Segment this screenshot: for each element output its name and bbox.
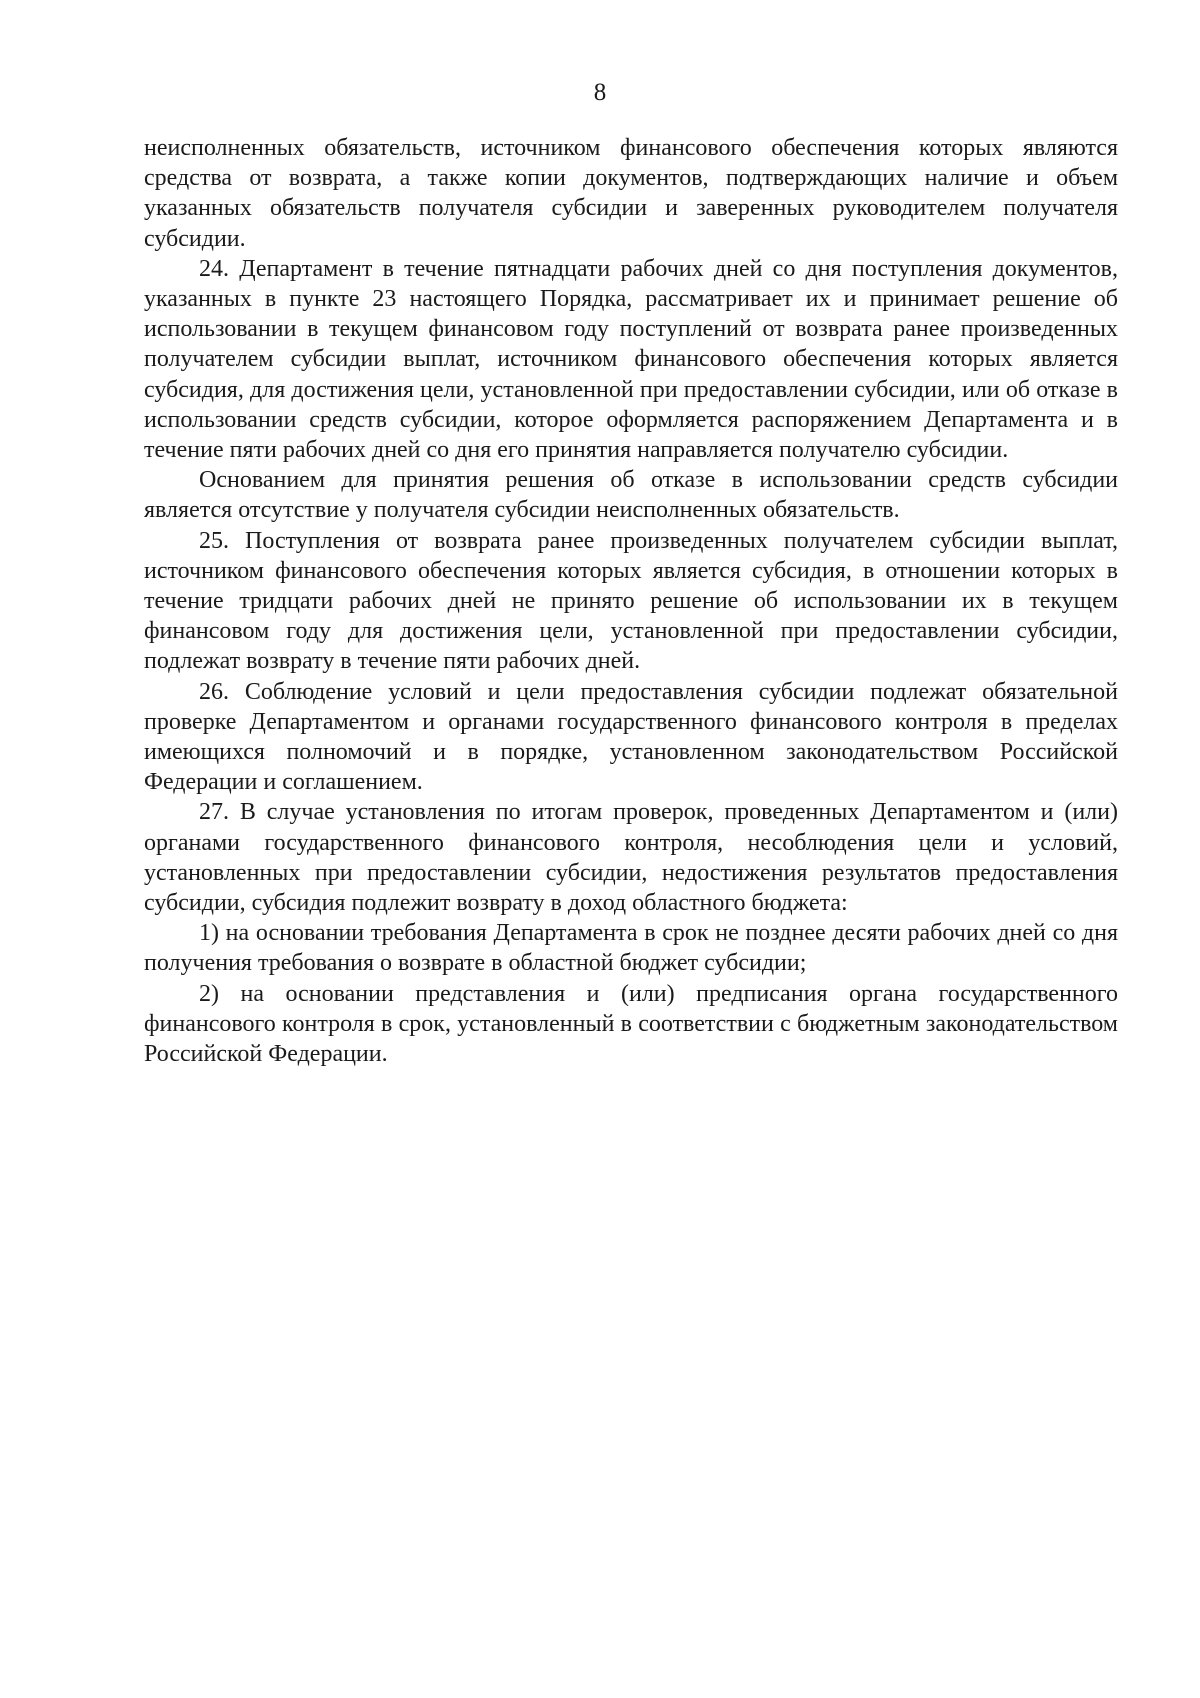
paragraph-item-25: 25. Поступления от возврата ранее произведенных получателем субсидии выплат, источником финансового обеспечения которых является субсидия, в отношении которых в течение тридцати рабочих дней не принято решение об использовании их в текущем финансовом году для достижения цели, установленной при предоставлении субсидии, подлежат возврату в течение пяти рабочих дней. (144, 527, 1118, 675)
paragraph-item-26: 26. Соблюдение условий и цели предоставления субсидии подлежат обязательной проверке Департаментом и органами государственного финансового контроля в пределах имеющихся полномочий и в порядке, установленном законодательством Российской Федерации и соглашением. (144, 678, 1118, 796)
page-number: 8 (593, 79, 607, 106)
paragraph-continuation: неисполненных обязательств, источником финансового обеспечения которых являются средства от возврата, а также копии документов, подтверждающих наличие и объем указанных обязательств получателя субсидии и заверенных руководителем получателя субсидии. (144, 135, 1118, 252)
document-body (144, 133, 1118, 1069)
paragraph-subitem-1: 1) на основании требования Департамента в срок не позднее десяти рабочих дней со дня получения требования о возврате в областной бюджет субсидии; (144, 920, 1118, 977)
paragraph-subitem-2: 2) на основании представления и (или) предписания органа государственного финансового контроля в срок, установленный в соответствии с бюджетным законодательством Российской Федерации. (144, 980, 1118, 1068)
paragraph-item-24: 24. Департамент в течение пятнадцати рабочих дней со дня поступления документов, указанных в пункте 23 настоящего Порядка, рассматривает их и принимает решение об использовании в текущем финансовом году поступлений от возврата ранее произведенных получателем субсидии выплат, источником финансового обеспечения которых является субсидия, для достижения цели, установленной при предоставлении субсидии, или об отказе в использовании средств субсидии, которое оформляется распоряжением Департамента и в течение пяти рабочих дней со дня его принятия направляется получателю субсидии. (144, 255, 1118, 464)
paragraph-item-27: 27. В случае установления по итогам проверок, проведенных Департаментом и (или) органами государственного финансового контроля, несоблюдения цели и условий, установленных при предоставлении субсидии, недостижения результатов предоставления субсидии, субсидия подлежит возврату в доход областного бюджета: (144, 799, 1118, 917)
paragraph-refusal-basis: Основанием для принятия решения об отказе в использовании средств субсидии является отсутствие у получателя субсидии неисполненных обязательств. (144, 467, 1118, 524)
